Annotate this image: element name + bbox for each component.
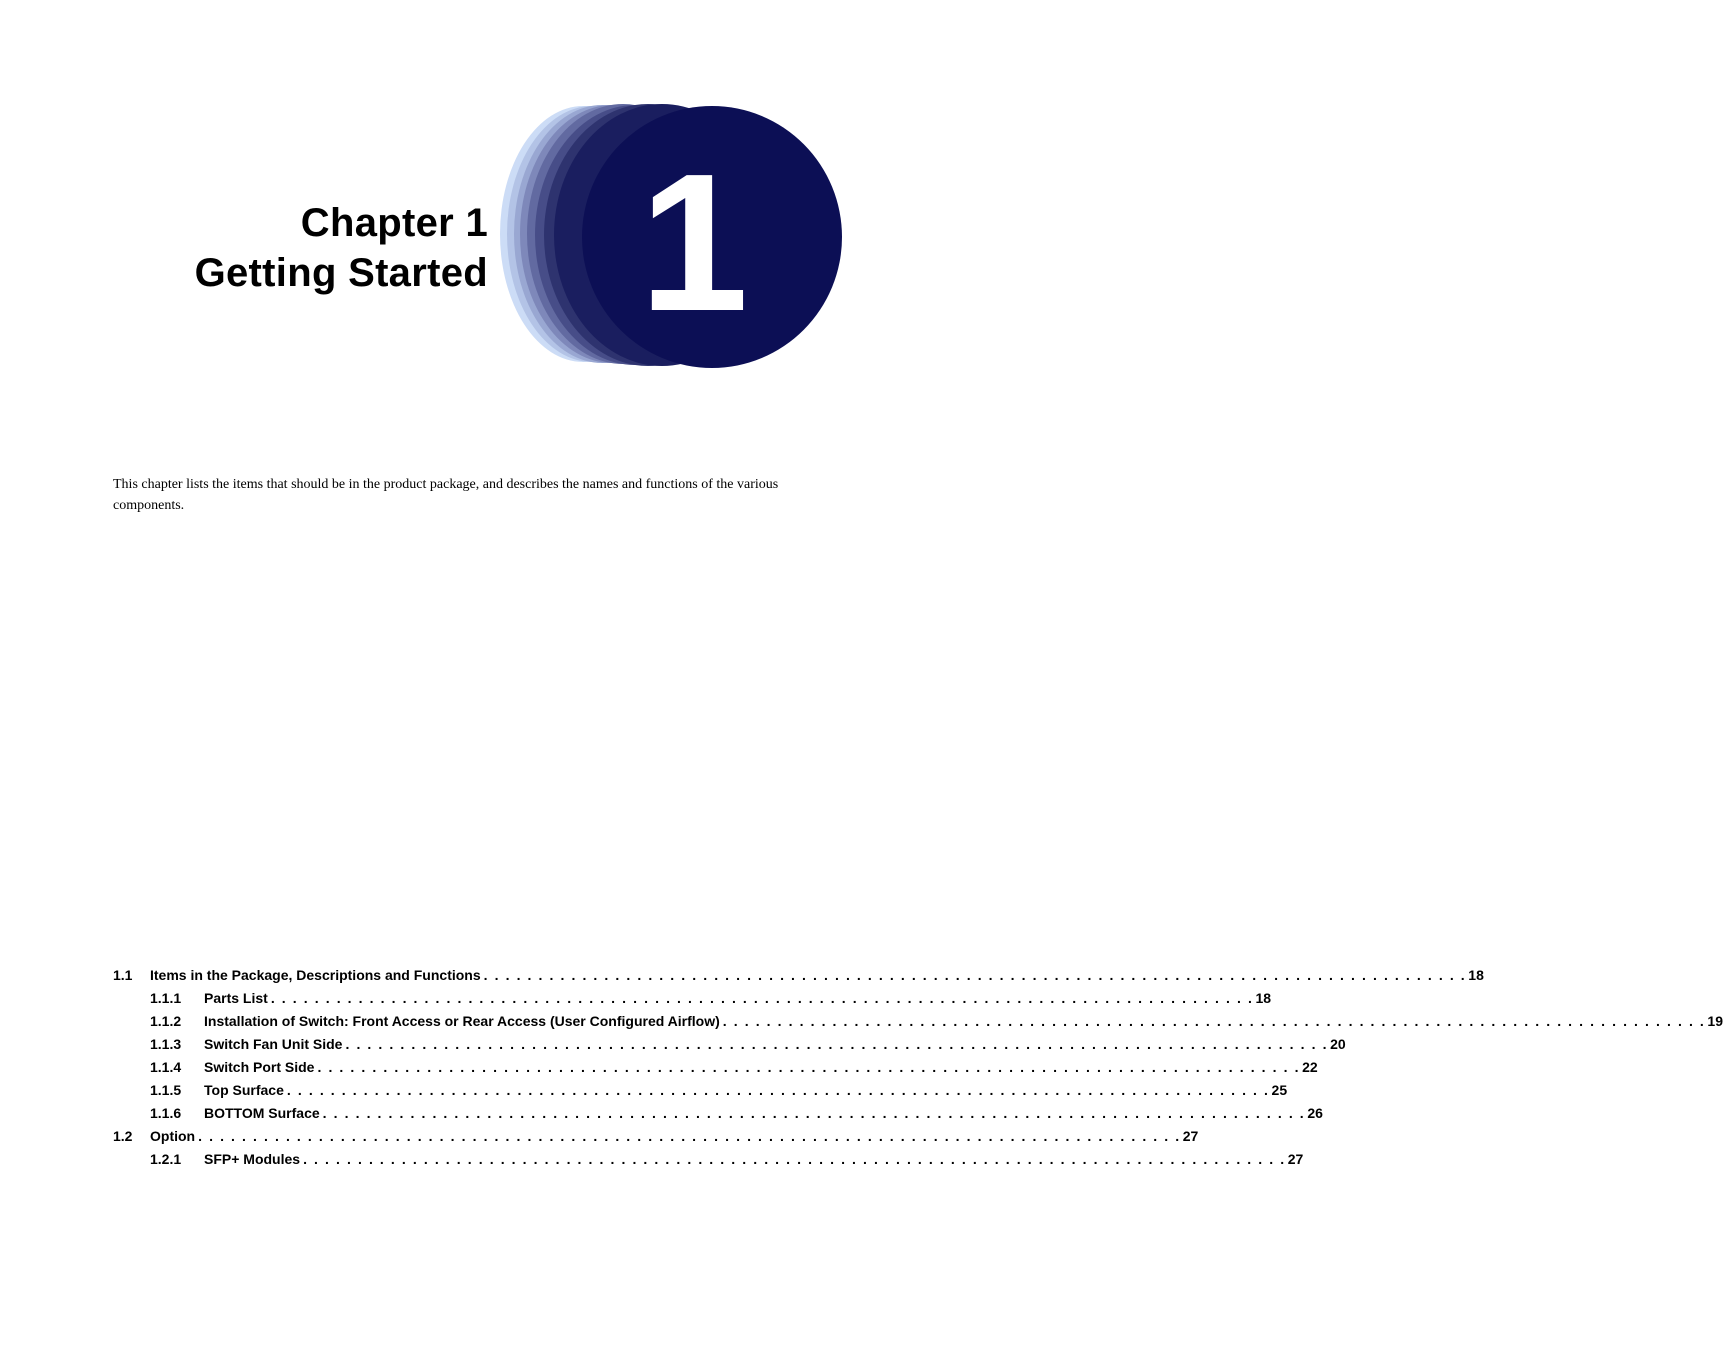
- badge-number: 1: [639, 133, 749, 352]
- toc-entry-body: [204, 1033, 1346, 1056]
- toc-entry-body: [204, 1010, 1723, 1033]
- toc-entry[interactable]: [113, 1033, 1346, 1056]
- toc-entry-title: Items in the Package, Descriptions and Functions: [150, 964, 484, 987]
- toc-entry[interactable]: [113, 987, 1272, 1010]
- toc-entry-page: 27: [1181, 1125, 1199, 1148]
- toc-dot-leader: . . . . . . . . . . . . . . . . . . . . . . . . . . . . . . . . . . . . . . . . . . . . . . . . . . . . . . . . . . . . . . . . . . . . . . . . . . . . . . . . . . . . . . . . . .: [483, 967, 1467, 983]
- toc-entry-title: Switch Port Side: [204, 1056, 317, 1079]
- toc-entry-number: 1.2: [113, 1128, 133, 1144]
- toc-entry-number: 1.1.2: [150, 1013, 182, 1029]
- toc-entry-body: [150, 1125, 1199, 1148]
- toc-entry-page: 25: [1270, 1079, 1288, 1102]
- toc-entry-number: 1.2.1: [150, 1151, 182, 1167]
- toc-entry-title: Parts List: [204, 987, 271, 1010]
- toc-dot-leader: . . . . . . . . . . . . . . . . . . . . . . . . . . . . . . . . . . . . . . . . . . . . . . . . . . . . . . . . . . . . . . . . . . . . . . . . . . . . . . . . . . . . . . . . . .: [303, 1151, 1286, 1167]
- toc-entry-page: 20: [1328, 1033, 1346, 1056]
- toc-dot-leader: . . . . . . . . . . . . . . . . . . . . . . . . . . . . . . . . . . . . . . . . . . . . . . . . . . . . . . . . . . . . . . . . . . . . . . . . . . . . . . . . . . . . . . . . . .: [722, 1013, 1706, 1029]
- toc-entry-title: Switch Fan Unit Side: [204, 1033, 345, 1056]
- toc-entry-number: 1.1.4: [150, 1059, 182, 1075]
- toc-dot-leader: . . . . . . . . . . . . . . . . . . . . . . . . . . . . . . . . . . . . . . . . . . . . . . . . . . . . . . . . . . . . . . . . . . . . . . . . . . . . . . . . . . . . . . . . . .: [322, 1105, 1306, 1121]
- toc-entry-title: Option: [150, 1125, 198, 1148]
- toc-entry-title: BOTTOM Surface: [204, 1102, 323, 1125]
- toc-entry-body: [150, 964, 1484, 987]
- toc-entry[interactable]: [113, 1010, 1723, 1033]
- toc-dot-leader: . . . . . . . . . . . . . . . . . . . . . . . . . . . . . . . . . . . . . . . . . . . . . . . . . . . . . . . . . . . . . . . . . . . . . . . . . . . . . . . . . . . . . . . . . .: [270, 990, 1254, 1006]
- toc-entry[interactable]: [113, 964, 1484, 987]
- toc-entry-number: 1.1.5: [150, 1082, 182, 1098]
- toc-entry-page: 22: [1300, 1056, 1318, 1079]
- toc-entry-page: 18: [1466, 964, 1484, 987]
- toc-dot-leader: . . . . . . . . . . . . . . . . . . . . . . . . . . . . . . . . . . . . . . . . . . . . . . . . . . . . . . . . . . . . . . . . . . . . . . . . . . . . . . . . . . . . . . . . . .: [345, 1036, 1329, 1052]
- toc-dot-leader: . . . . . . . . . . . . . . . . . . . . . . . . . . . . . . . . . . . . . . . . . . . . . . . . . . . . . . . . . . . . . . . . . . . . . . . . . . . . . . . . . . . . . . . . . .: [198, 1128, 1181, 1144]
- toc-entry-body: [204, 1079, 1288, 1102]
- toc-entry[interactable]: [113, 1056, 1318, 1079]
- table-of-contents: [113, 964, 1723, 1171]
- toc-entry-title: Top Surface: [204, 1079, 287, 1102]
- toc-entry-body: [204, 1148, 1304, 1171]
- toc-entry[interactable]: [113, 1148, 1304, 1171]
- toc-entry[interactable]: [113, 1079, 1288, 1102]
- toc-entry-number: 1.1.1: [150, 990, 182, 1006]
- toc-entry-page: 18: [1253, 987, 1271, 1010]
- chapter-number-badge: [498, 104, 848, 372]
- toc-entry[interactable]: [113, 1125, 1199, 1148]
- toc-dot-leader: . . . . . . . . . . . . . . . . . . . . . . . . . . . . . . . . . . . . . . . . . . . . . . . . . . . . . . . . . . . . . . . . . . . . . . . . . . . . . . . . . . . . . . . . . .: [317, 1059, 1301, 1075]
- toc-dot-leader: . . . . . . . . . . . . . . . . . . . . . . . . . . . . . . . . . . . . . . . . . . . . . . . . . . . . . . . . . . . . . . . . . . . . . . . . . . . . . . . . . . . . . . . . . .: [286, 1082, 1270, 1098]
- toc-entry-body: [204, 1056, 1318, 1079]
- chapter-label: Chapter 1: [300, 201, 488, 245]
- chapter-title: [195, 198, 488, 298]
- toc-entry-number: 1.1.3: [150, 1036, 182, 1052]
- toc-entry-body: [204, 987, 1272, 1010]
- toc-entry-title: Installation of Switch: Front Access or Rear Access (User Configured Airflow): [204, 1010, 723, 1033]
- toc-entry-number: 1.1.6: [150, 1105, 182, 1121]
- chapter-name: Getting Started: [194, 251, 488, 295]
- toc-entry-page: 26: [1305, 1102, 1323, 1125]
- toc-entry-body: [204, 1102, 1323, 1125]
- toc-entry-number: 1.1: [113, 967, 133, 983]
- toc-entry-page: 19: [1705, 1010, 1723, 1033]
- chapter-intro: This chapter lists the items that should be in the product package, and describes the names and functions of the various components.: [113, 477, 779, 513]
- toc-entry[interactable]: [113, 1102, 1323, 1125]
- toc-entry-title: SFP+ Modules: [204, 1148, 303, 1171]
- toc-entry-page: 27: [1286, 1148, 1304, 1171]
